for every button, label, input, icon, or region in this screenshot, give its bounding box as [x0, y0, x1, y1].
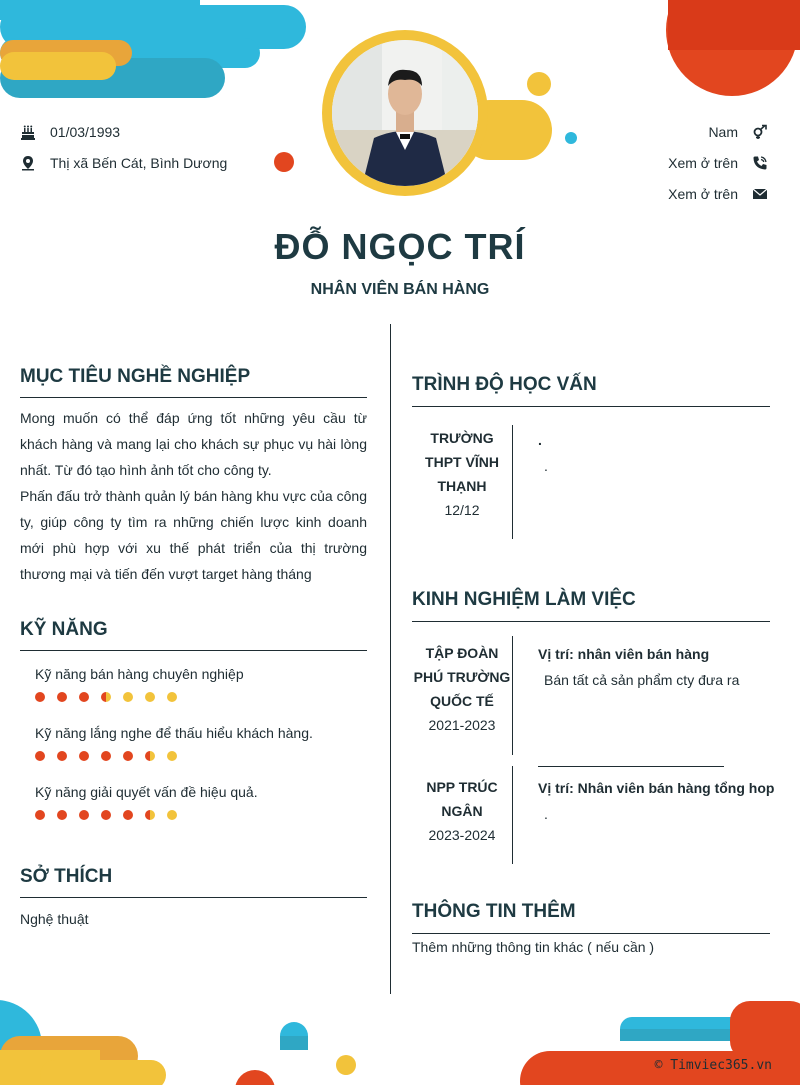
gender-icon: [752, 124, 768, 140]
experience-description: Bán tất cả sản phẩm cty đưa ra: [544, 672, 740, 688]
skill-rating: [35, 810, 177, 820]
hobbies-underline: [20, 897, 367, 898]
rating-dot: [123, 751, 133, 761]
gender-row: [708, 124, 768, 140]
org-line: NGÂN: [441, 803, 483, 819]
rating-dot: [145, 751, 155, 761]
rating-dot: [145, 810, 155, 820]
objective-underline: [20, 397, 367, 398]
education-description: .: [544, 458, 548, 474]
address-text: Thị xã Bến Cát, Bình Dương: [50, 155, 228, 171]
hobbies-text: Nghệ thuật: [20, 911, 89, 927]
birthday-row: [20, 124, 120, 140]
rating-dot: [101, 810, 111, 820]
experience-timeline-line: [512, 636, 513, 755]
experience-position: Vị trí: Nhân viên bán hàng tổng hop: [538, 780, 775, 796]
org-line: NPP TRÚC: [426, 779, 498, 795]
org-line: QUỐC TẾ: [430, 693, 494, 709]
profile-photo: [332, 40, 478, 186]
experience-org: [412, 641, 512, 737]
skill-name: Kỹ năng bán hàng chuyên nghiệp: [35, 666, 244, 682]
decor-top-left: [0, 0, 310, 100]
education-period: 12/12: [444, 502, 480, 518]
experience-underline: [412, 621, 770, 622]
rating-dot: [167, 810, 177, 820]
experience-period: 2023-2024: [428, 827, 496, 843]
skill-name: Kỹ năng giải quyết vấn đề hiệu quả.: [35, 784, 258, 800]
skill-rating: [35, 751, 177, 761]
rating-dot: [35, 692, 45, 702]
objective-text-1: Mong muốn có thể đáp ứng tốt những yêu cầu từ khách hàng và mang lại cho khách sự phục vụ hài lòng nhất. Từ đó tạo hình ảnh tốt cho công ty.: [20, 410, 367, 478]
location-pin-icon: [20, 155, 36, 171]
education-underline: [412, 406, 770, 407]
rating-dot: [57, 692, 67, 702]
decor-top-right: [660, 0, 800, 100]
rating-dot: [35, 810, 45, 820]
rating-dot: [145, 692, 155, 702]
birthday-cake-icon: [20, 124, 36, 140]
skill-rating: [35, 692, 177, 702]
address-row: [20, 155, 227, 171]
experience-org: [412, 775, 512, 847]
rating-dot: [167, 692, 177, 702]
rating-dot: [79, 810, 89, 820]
email-row: [668, 186, 768, 202]
school-line: TRƯỜNG: [430, 430, 494, 446]
phone-row: [668, 155, 768, 171]
school-line: THPT VĨNH: [425, 454, 499, 470]
experience-title: KINH NGHIỆM LÀM VIỆC: [412, 589, 636, 610]
org-line: PHÚ TRƯỜNG: [413, 669, 511, 685]
hobbies-title: SỞ THÍCH: [20, 866, 113, 887]
candidate-name: ĐỖ NGỌC TRÍ: [274, 226, 526, 267]
experience-description: .: [544, 806, 548, 822]
rating-dot: [35, 751, 45, 761]
skills-title: KỸ NĂNG: [20, 619, 108, 640]
copyright-text: © Timviec365.vn: [654, 1058, 772, 1073]
education-major: .: [538, 432, 542, 448]
rating-dot: [79, 692, 89, 702]
extra-text: Thêm những thông tin khác ( nếu cần ): [412, 939, 655, 955]
envelope-icon: [752, 186, 768, 202]
birthday-text: 01/03/1993: [50, 124, 121, 140]
skill-name: Kỹ năng lắng nghe để thấu hiểu khách hàng.: [35, 725, 313, 741]
gender-text: Nam: [708, 124, 738, 140]
school-line: THẠNH: [437, 478, 487, 494]
education-timeline-line: [512, 425, 513, 539]
education-title: TRÌNH ĐỘ HỌC VẤN: [412, 374, 597, 395]
rating-dot: [101, 692, 111, 702]
phone-text: Xem ở trên: [668, 155, 738, 171]
decor-bottom-left: [0, 990, 380, 1085]
org-line: TẬP ĐOÀN: [425, 645, 499, 661]
extra-title: THÔNG TIN THÊM: [412, 901, 576, 922]
rating-dot: [101, 751, 111, 761]
rating-dot: [167, 751, 177, 761]
column-divider: [390, 324, 391, 994]
experience-separator: [538, 766, 724, 767]
rating-dot: [79, 751, 89, 761]
rating-dot: [123, 692, 133, 702]
rating-dot: [57, 810, 67, 820]
email-text: Xem ở trên: [668, 186, 738, 202]
objective-text-2: Phấn đấu trở thành quản lý bán hàng khu vực của công ty, giúp công ty tìm ra những chiến lược kinh doanh mới phù hợp với xu thế phát triển của thị trường thương mại và tiến đến vượt target hàng tháng: [20, 488, 367, 582]
rating-dot: [123, 810, 133, 820]
experience-position: Vị trí: nhân viên bán hàng: [538, 646, 710, 662]
rating-dot: [57, 751, 67, 761]
education-school: [412, 426, 512, 522]
experience-timeline-line: [512, 766, 513, 864]
skills-underline: [20, 650, 367, 651]
phone-icon: [752, 155, 768, 171]
job-title: NHÂN VIÊN BÁN HÀNG: [310, 281, 490, 298]
experience-period: 2021-2023: [428, 717, 496, 733]
objective-title: MỤC TIÊU NGHỀ NGHIỆP: [20, 366, 251, 387]
